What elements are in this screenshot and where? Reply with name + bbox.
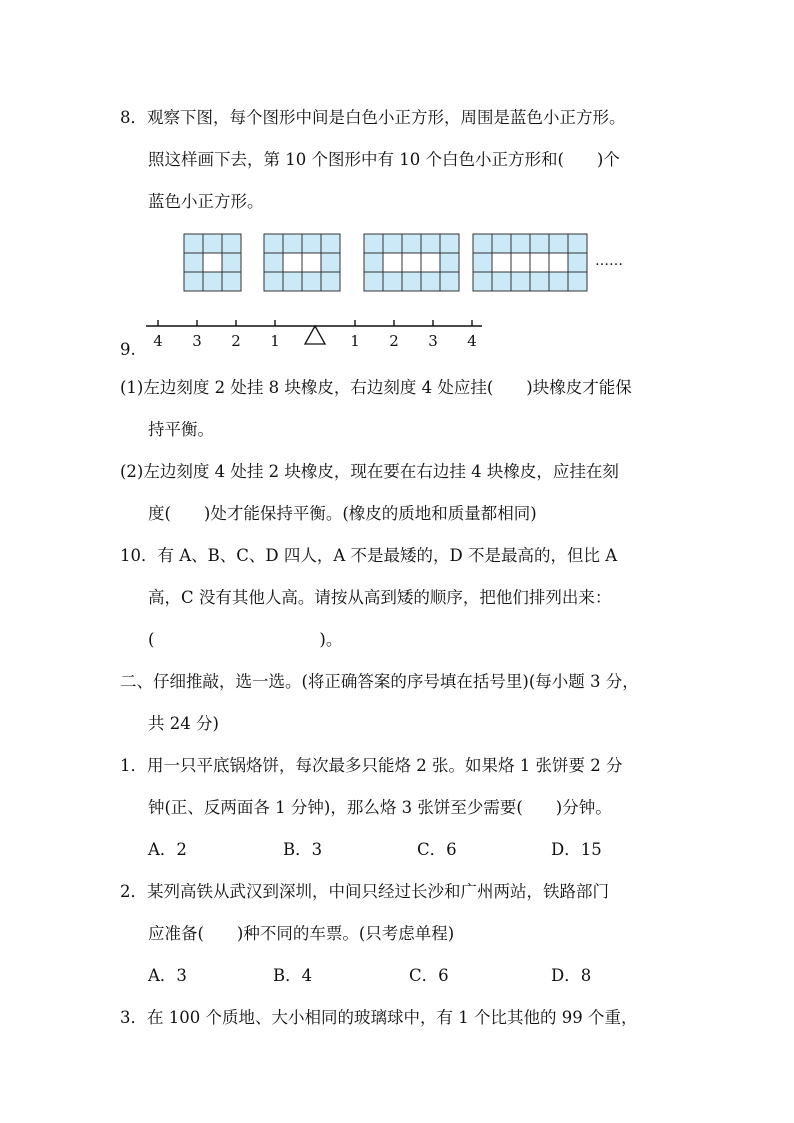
scale-label-left-3: 1 <box>270 332 280 350</box>
blue-square <box>473 234 492 253</box>
blue-square <box>421 272 440 291</box>
scale-label-right-1: 2 <box>389 332 399 350</box>
blue-square <box>568 272 587 291</box>
grid-figure-4 <box>473 234 587 291</box>
blue-square <box>184 234 203 253</box>
blue-square <box>530 234 549 253</box>
blue-square <box>222 253 241 272</box>
blue-square <box>321 234 340 253</box>
white-square <box>203 253 222 272</box>
white-square <box>283 253 302 272</box>
white-square <box>492 253 511 272</box>
white-square <box>549 253 568 272</box>
blue-square <box>511 234 530 253</box>
scale-label-right-2: 3 <box>428 332 438 350</box>
white-square <box>511 253 530 272</box>
blue-square <box>203 234 222 253</box>
q9-part1-line-2: 持平衡。 <box>148 420 214 439</box>
blue-square <box>511 272 530 291</box>
blue-square <box>364 272 383 291</box>
s2q3-line-1: 3．在 100 个质地、大小相同的玻璃球中，有 1 个比其他的 99 个重， <box>120 1008 638 1027</box>
white-square <box>402 253 421 272</box>
white-square <box>383 253 402 272</box>
blue-square <box>568 234 587 253</box>
section2-heading-line-2: 共 24 分) <box>148 714 219 733</box>
s2q1-line-1: 1．用一只平底锅烙饼，每次最多只能烙 2 张。如果烙 1 张饼要 2 分 <box>120 756 623 775</box>
blue-square <box>492 234 511 253</box>
blue-square <box>440 253 459 272</box>
section2-heading-line-1: 二、仔细推敲，选一选。(将正确答案的序号填在括号里)(每小题 3 分， <box>120 672 639 691</box>
s2q2-line-2: 应准备( )种不同的车票。(只考虑单程) <box>148 924 455 943</box>
blue-square <box>473 253 492 272</box>
s2q2-line-1: 2．某列高铁从武汉到深圳，中间只经过长沙和广州两站，铁路部门 <box>120 882 609 901</box>
s2q1-option-d: D．15 <box>551 840 602 859</box>
blue-square <box>440 234 459 253</box>
blue-square <box>321 272 340 291</box>
s2q1-line-2: 钟(正、反两面各 1 分钟)，那么烙 3 张饼至少需要( )分钟。 <box>148 798 612 817</box>
grid-figure-3 <box>364 234 459 291</box>
blue-square <box>264 272 283 291</box>
q10-line-2: 高，C 没有其他人高。请按从高到矮的顺序，把他们排列出来： <box>148 588 612 607</box>
blue-square <box>302 234 321 253</box>
blue-square <box>321 253 340 272</box>
blue-square <box>364 234 383 253</box>
blue-square <box>421 234 440 253</box>
q9-part1-line-1: (1)左边刻度 2 处挂 8 块橡皮，右边刻度 4 处应挂( )块橡皮才能保 <box>120 378 632 397</box>
q8-line-2: 照这样画下去，第 10 个图形中有 10 个白色小正方形和( )个 <box>148 150 620 169</box>
q10-line-1: 10．有 A、B、C、D 四人，A 不是最矮的，D 不是最高的，但比 A <box>120 546 618 565</box>
white-square <box>530 253 549 272</box>
blue-square <box>402 234 421 253</box>
blue-square <box>302 272 321 291</box>
blue-square <box>283 234 302 253</box>
s2q1-option-b: B．3 <box>283 840 323 859</box>
blue-square <box>184 272 203 291</box>
blue-square <box>364 253 383 272</box>
balance-scale <box>140 316 490 356</box>
blue-square <box>283 272 302 291</box>
blue-square <box>264 234 283 253</box>
blue-square <box>203 272 222 291</box>
blue-square <box>222 234 241 253</box>
blue-square <box>492 272 511 291</box>
scale-label-right-0: 1 <box>350 332 360 350</box>
blue-square <box>184 253 203 272</box>
fulcrum-icon <box>305 326 325 344</box>
blue-square <box>402 272 421 291</box>
s2q2-option-a: A．3 <box>148 966 187 985</box>
s2q1-option-a: A．2 <box>148 840 187 859</box>
white-square <box>421 253 440 272</box>
q9-part2-line-1: (2)左边刻度 4 处挂 2 块橡皮，现在要在右边挂 4 块橡皮，应挂在刻 <box>120 462 619 481</box>
s2q1-option-c: C．6 <box>417 840 457 859</box>
blue-square <box>383 234 402 253</box>
q8-ellipsis: …… <box>595 253 623 269</box>
blue-square <box>568 253 587 272</box>
q9-part2-line-2: 度( )处才能保持平衡。(橡皮的质地和质量都相同) <box>148 504 537 523</box>
blue-square <box>264 253 283 272</box>
blue-square <box>549 272 568 291</box>
scale-label-left-0: 4 <box>153 332 163 350</box>
s2q2-option-b: B．4 <box>273 966 313 985</box>
blue-square <box>473 272 492 291</box>
q8-line-1: 8．观察下图，每个图形中间是白色小正方形，周围是蓝色小正方形。 <box>120 108 626 127</box>
blue-square <box>530 272 549 291</box>
grid-figure-2 <box>264 234 340 291</box>
scale-label-right-3: 4 <box>467 332 477 350</box>
blue-square <box>383 272 402 291</box>
blue-square <box>549 234 568 253</box>
q10-answer-blank: ( )。 <box>148 630 343 649</box>
q8-line-3: 蓝色小正方形。 <box>148 192 264 211</box>
q9-number: 9. <box>120 340 136 359</box>
q8-figures <box>180 232 600 294</box>
scale-label-left-1: 3 <box>192 332 202 350</box>
scale-label-left-2: 2 <box>231 332 241 350</box>
s2q2-option-c: C．6 <box>409 966 449 985</box>
blue-square <box>440 272 459 291</box>
white-square <box>302 253 321 272</box>
grid-figure-1 <box>184 234 241 291</box>
s2q2-option-d: D．8 <box>551 966 592 985</box>
blue-square <box>222 272 241 291</box>
